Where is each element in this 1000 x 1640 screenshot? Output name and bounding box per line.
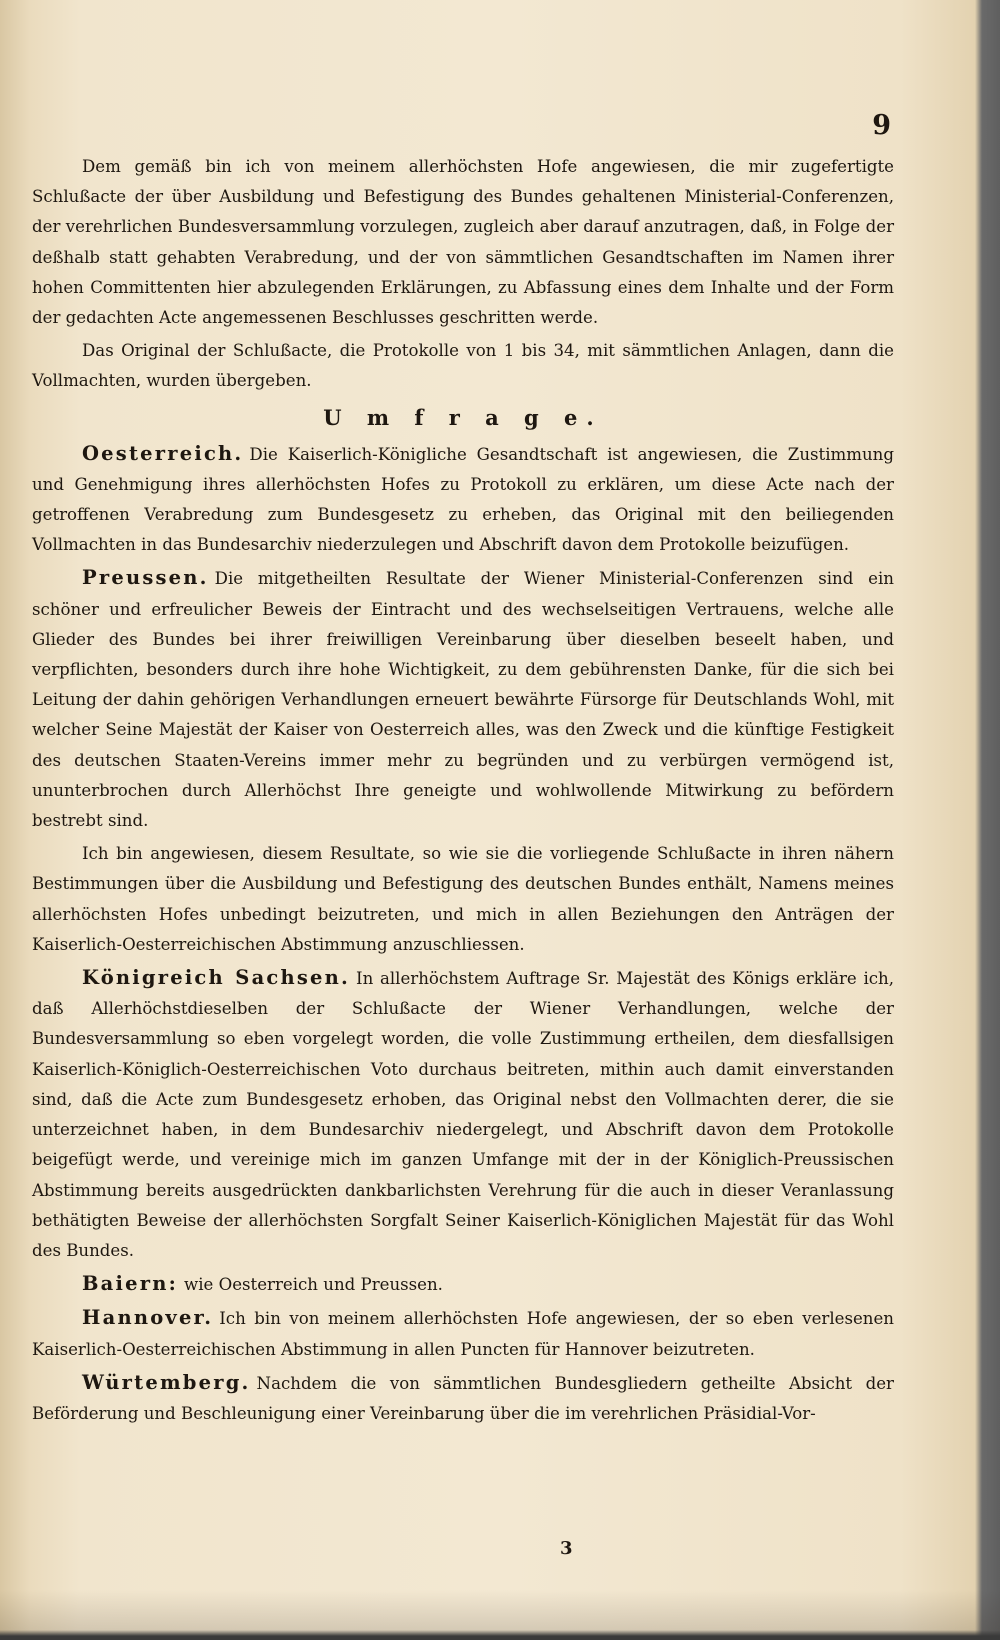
state-label-oesterreich: Oesterreich.: [82, 441, 244, 465]
paragraph-preussen-2: Ich bin angewiesen, diesem Resultate, so wie sie die vorliegende Schlußacte in ihren nähern Bestimmungen über die Ausbildung und Befestigung des deutschen Bundes enthält, Namens meines allerhöchsten Hofes unbedingt beizutreten, und mich in allen Beziehungen den Anträgen der Kaiserlich-Oesterreichischen Abstimmung anzuschliessen.: [32, 844, 894, 954]
state-label-hannover: Hannover.: [82, 1306, 214, 1330]
text-wuertemberg: Nachdem die von sämmtlichen Bundesgliedern getheilte Absicht der Beförderung und Beschleunigung einer Vereinbarung über die im verehrlichen Präsidial-Vor-: [32, 1373, 894, 1423]
body-text: [32, 152, 894, 1429]
paragraph-sachsen: [32, 963, 894, 1266]
paragraph-baiern: [32, 1269, 894, 1300]
text-baiern: wie Oesterreich und Preussen.: [183, 1275, 443, 1295]
page-bottom-edge: [0, 1590, 1000, 1640]
umfrage-heading: U m f r a g e.: [323, 404, 603, 430]
text-hannover: Ich bin von meinem allerhöchsten Hofe angewiesen, der so eben verlesenen Kaiserlich-Oesterreichischen Abstimmung in allen Puncten für Hannover beizutreten.: [32, 1309, 894, 1359]
state-label-preussen: Preussen.: [82, 566, 209, 590]
signature-mark: 3: [560, 1538, 573, 1559]
state-label-baiern: Baiern:: [82, 1272, 178, 1296]
state-label-sachsen: Königreich Sachsen.: [82, 966, 351, 990]
paragraph-wuertemberg: [32, 1368, 894, 1429]
paragraph-oesterreich: [32, 439, 894, 561]
paragraph-preussen: [32, 563, 894, 836]
page-number: 9: [872, 110, 892, 141]
paragraph-hannover: [32, 1303, 894, 1364]
paragraph-intro: Dem gemäß bin ich von meinem allerhöchsten Hofe angewiesen, die mir zugefertigte Schlußacte der über Ausbildung und Befestigung des Bundes gehaltenen Ministerial-Conferenzen, der verehrlichen Bundesversammlung vorzulegen, zugleich aber darauf anzutragen, daß, in Folge der deßhalb statt gehabten Verabredung, und der von sämmtlichen Gesandtschaften im Namen ihrer hohen Committenten hier abzulegenden Erklärungen, zu Abfassung eines dem Inhalte und der Form der gedachten Acte angemessenen Beschlusses geschritten werde.: [32, 157, 894, 328]
state-label-wuertemberg: Würtemberg.: [82, 1370, 251, 1394]
text-preussen: Die mitgetheilten Resultate der Wiener Ministerial-Conferenzen sind ein schöner und erfreulicher Beweis der Eintracht und des wechselseitigen Vertrauens, welche alle Glieder des Bundes bei ihrer freiwilligen Vereinbarung über dieselben beseelt haben, und verpflichten, besonders durch ihre hohe Wichtigkeit, zu dem gebührensten Danke, für die sich bei Leitung der dahin gehörigen Verhandlungen erneuert bewährte Fürsorge für Deutschlands Wohl, mit welcher Seine Majestät der Kaiser von Oesterreich alles, was den Zweck und die künftige Festigkeit des deutschen Staaten-Vereins immer mehr zu begründen und zu verbürgen vermögend ist, ununterbrochen durch Allerhöchst Ihre geneigte und wohlwollende Mitwirkung zu befördern bestrebt sind.: [32, 569, 894, 831]
text-sachsen: In allerhöchstem Auftrage Sr. Majestät des Königs erkläre ich, daß Allerhöchstdieselben der Schlußacte der Wiener Verhandlungen, welche der Bundesversammlung so eben vorgelegt worden, die volle Zustimmung ertheilen, dem diesfallsigen Kaiserlich-Königlich-Oesterreichischen Voto durchaus beitreten, mithin auch damit einverstanden sind, daß die Acte zum Bundesgesetz erhoben, das Original nebst den Vollmachten derer, die sie unterzeichnet haben, in dem Bundesarchiv niedergelegt, und Abschrift davon dem Protokolle beigefügt werde, und vereinige mich im ganzen Umfange mit der in der Königlich-Preussischen Abstimmung bereits ausgedrückten dankbarlichsten Verehrung für die auch in dieser Veranlassung bethätigten Beweise der allerhöchsten Sorgfalt Seiner Kaiserlich-Königlichen Majestät für das Wohl des Bundes.: [32, 969, 895, 1260]
paragraph-original: Das Original der Schlußacte, die Protokolle von 1 bis 34, mit sämmtlichen Anlagen, dann die Vollmachten, wurden übergeben.: [32, 341, 894, 391]
text-oesterreich: Die Kaiserlich-Königliche Gesandtschaft ist angewiesen, die Zustimmung und Genehmigung ihres allerhöchsten Hofes zu Protokoll zu erklären, um diese Acte nach der getroffenen Verabredung zum Bundesgesetz zu erheben, das Original mit den beiliegenden Vollmachten in das Bundesarchiv niederzulegen und Abschrift davon dem Protokolle beizufügen.: [32, 444, 894, 555]
